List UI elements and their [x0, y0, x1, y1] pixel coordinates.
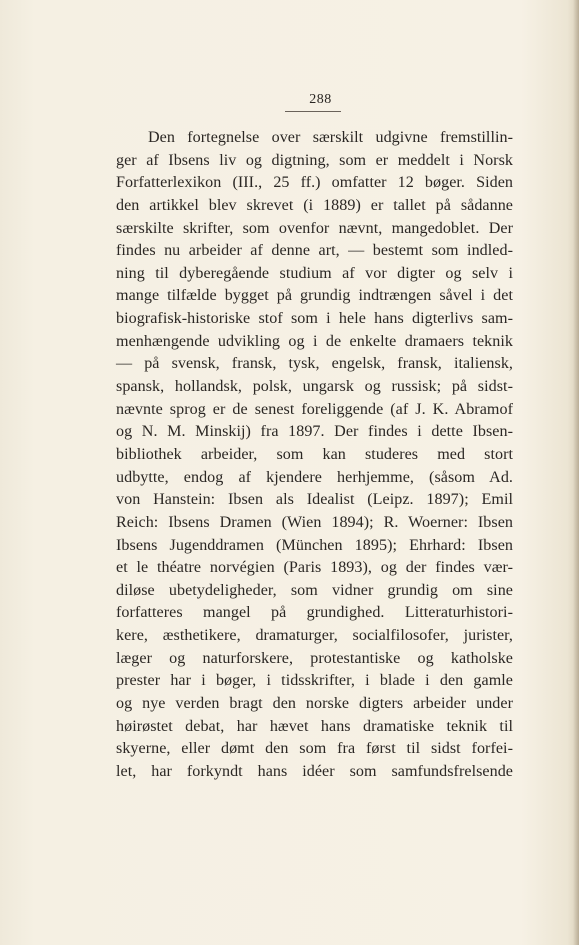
text-line: kere, æsthetikere, dramaturger, socialfilosofer, jurister, — [116, 627, 513, 645]
text-line: von Hanstein: Ibsen als Idealist (Leipz. 1897); Emil — [116, 491, 513, 509]
page-edge-shadow — [573, 0, 579, 945]
text-line: Forfatterlexikon (III., 25 ff.) omfatter 12 bøger. Siden — [116, 174, 513, 192]
text-line: og N. M. Minskij) fra 1897. Der findes i dette Ibsen- — [116, 423, 513, 441]
page-number: 288 — [309, 92, 332, 107]
text-line: læger og naturforskere, protestantiske og katholske — [116, 649, 513, 667]
text-line: spansk, hollandsk, polsk, ungarsk og russisk; på sidst- — [116, 378, 513, 396]
text-line: forfatteres mangel på grundighed. Litteraturhistori- — [116, 604, 513, 622]
text-line: Den fortegnelse over særskilt udgivne fremstillin- — [148, 129, 513, 146]
text-line: Reich: Ibsens Dramen (Wien 1894); R. Woerner: Ibsen — [116, 513, 513, 531]
text-line: menhængende udvikling og i de enkelte dramaers teknik — [116, 332, 513, 350]
text-line: høirøstet debat, har hævet hans dramatiske teknik til — [116, 717, 513, 735]
text-line: — på svensk, fransk, tysk, engelsk, fransk, italiensk, — [116, 355, 513, 373]
text-line: findes nu arbeider af denne art, — bestemt som indled- — [116, 242, 513, 260]
text-line: diløse ubetydeligheder, som vidner grundig om sine — [116, 581, 513, 599]
text-line: let, har forkyndt hans idéer som samfundsfrelsende — [116, 762, 513, 780]
text-line: skyerne, eller dømt den som fra først til sidst forfei- — [116, 740, 513, 758]
text-line: Ibsens Jugenddramen (München 1895); Ehrhard: Ibsen — [116, 536, 513, 554]
text-line: bibliothek arbeider, som kan studeres med stort — [116, 445, 513, 463]
text-line: udbytte, endog af kjendere herhjemme, (såsom Ad. — [116, 468, 513, 486]
text-line: prester har i bøger, i tidsskrifter, i blade i den gamle — [116, 672, 513, 690]
text-line: ger af Ibsens liv og digtning, som er meddelt i Norsk — [116, 151, 513, 169]
text-line: nævnte sprog er de senest foreliggende (af J. K. Abramof — [116, 400, 513, 418]
text-line: ning til dyberegående studium af vor digter og selv i — [116, 264, 513, 282]
text-line: mange tilfælde bygget på grundig indtrængen såvel i det — [116, 287, 513, 305]
text-line: et le théatre norvégien (Paris 1893), og der findes vær- — [116, 559, 513, 577]
text-line: særskilte skrifter, som ovenfor nævnt, mangedoblet. Der — [116, 219, 513, 237]
text-line: biografisk-historiske stof som i hele hans digterlivs sam- — [116, 310, 513, 328]
text-line: den artikkel blev skrevet (i 1889) er tallet på sådanne — [116, 196, 513, 214]
text-line: og nye verden bragt den norske digters arbeider under — [116, 695, 513, 713]
body-text — [116, 127, 513, 784]
page-number-rule — [285, 111, 341, 112]
